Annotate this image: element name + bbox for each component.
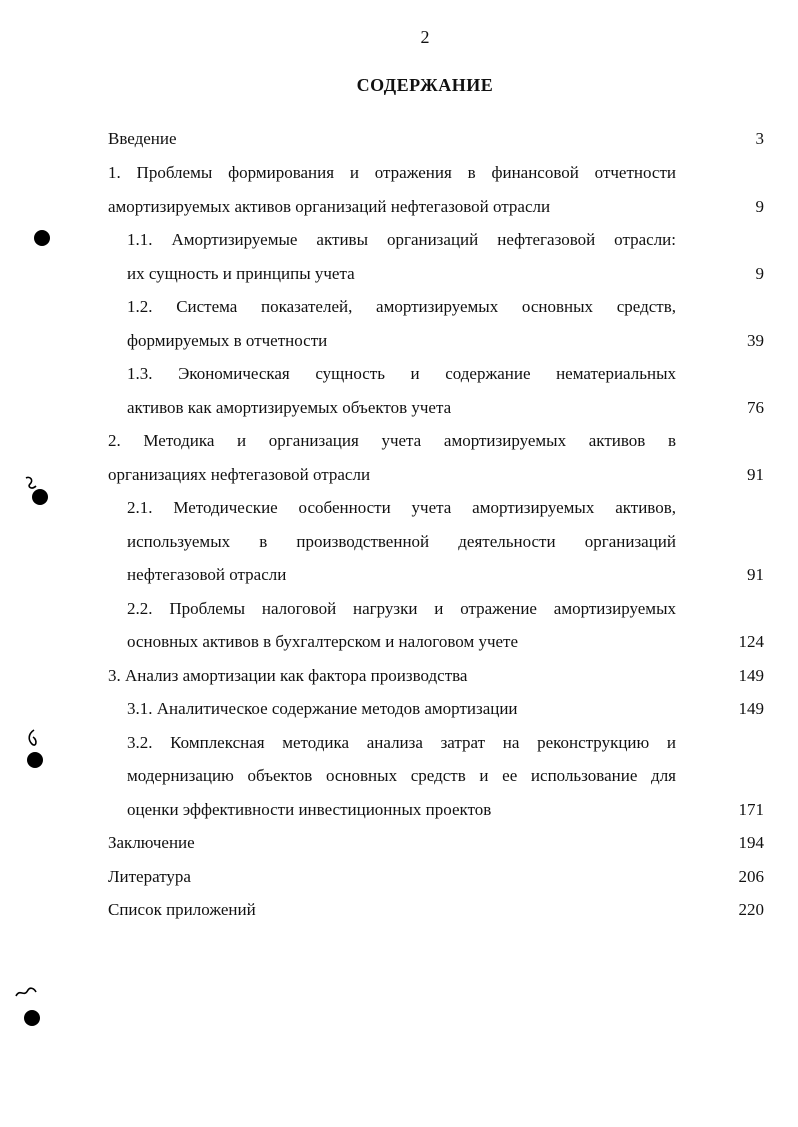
toc-entry-1-1-page: 9 [755, 264, 764, 283]
toc-entry-3-2-line-2: модернизацию объектов основных средств и ее использование для [127, 766, 676, 785]
toc-entry-ch1-line-2: амортизируемых активов организаций нефтегазовой отрасли [108, 197, 551, 216]
toc-entry-1-2-line-1: 1.2. Система показателей, амортизируемых основных средств, [127, 297, 676, 316]
toc-entry-ch1-page: 9 [755, 197, 764, 216]
toc-entry-1-1-line-1: 1.1. Амортизируемые активы организаций нефтегазовой отрасли: [127, 230, 676, 249]
toc-entry-intro-page: 3 [755, 129, 764, 148]
toc-entry-3-1-line-1: 3.1. Аналитическое содержание методов амортизации [127, 699, 518, 718]
toc-entry-ch3-page: 149 [738, 666, 764, 685]
scribble-mark-icon [24, 728, 42, 752]
toc-entry-1-3-line-2: активов как амортизируемых объектов учета [127, 398, 452, 417]
toc-entry-2-2-page: 124 [738, 632, 764, 651]
scribble-mark-icon [14, 984, 38, 1004]
toc-entry-ch3-line-1: 3. Анализ амортизации как фактора производства [108, 666, 468, 685]
toc-entry-1-2-line-2: формируемых в отчетности [127, 331, 328, 350]
toc-entry-2-1-line-2: используемых в производственной деятельности организаций [127, 532, 676, 551]
toc-entry-ch2-page: 91 [747, 465, 764, 484]
toc-entry-ch2-line-2: организациях нефтегазовой отрасли [108, 465, 371, 484]
page-title: СОДЕРЖАНИЕ [356, 75, 494, 95]
toc-entry-conclusion-line-1: Заключение [108, 833, 195, 852]
toc-entry-3-1-page: 149 [738, 699, 764, 718]
toc-entry-1-2-page: 39 [747, 331, 764, 350]
toc-entry-3-2-line-3: оценки эффективности инвестиционных проектов [127, 800, 492, 819]
toc-entry-literature-page: 206 [738, 867, 764, 886]
toc-entry-conclusion-page: 194 [738, 833, 764, 852]
toc-entry-1-3-line-1: 1.3. Экономическая сущность и содержание нематериальных [127, 364, 676, 383]
toc-entry-2-2-line-2: основных активов в бухгалтерском и налоговом учете [127, 632, 519, 651]
punch-hole-mark [34, 230, 50, 246]
toc-entry-2-1-line-3: нефтегазовой отрасли [127, 565, 287, 584]
toc-entry-1-3-page: 76 [747, 398, 764, 417]
toc-entry-1-1-line-2: их сущность и принципы учета [127, 264, 355, 283]
toc-entry-intro-line-1: Введение [108, 129, 177, 148]
toc-entry-3-2-line-1: 3.2. Комплексная методика анализа затрат на реконструкцию и [127, 733, 676, 752]
toc-entry-ch2-line-1: 2. Методика и организация учета амортизируемых активов в [108, 431, 676, 450]
toc-entry-2-1-page: 91 [747, 565, 764, 584]
punch-hole-mark [27, 752, 43, 768]
page-number: 2 [420, 27, 430, 47]
punch-hole-mark [32, 489, 48, 505]
toc-entry-2-2-line-1: 2.2. Проблемы налоговой нагрузки и отражение амортизируемых [127, 599, 676, 618]
punch-hole-mark [24, 1010, 40, 1026]
toc-entry-ch1-line-1: 1. Проблемы формирования и отражения в финансовой отчетности [108, 163, 676, 182]
toc-entry-2-1-line-1: 2.1. Методические особенности учета амортизируемых активов, [127, 498, 676, 517]
toc-entry-3-2-page: 171 [738, 800, 764, 819]
toc-entry-literature-line-1: Литература [108, 867, 191, 886]
toc-entry-appendices-page: 220 [738, 900, 764, 919]
toc-entry-appendices-line-1: Список приложений [108, 900, 256, 919]
table-of-contents [0, 122, 798, 942]
